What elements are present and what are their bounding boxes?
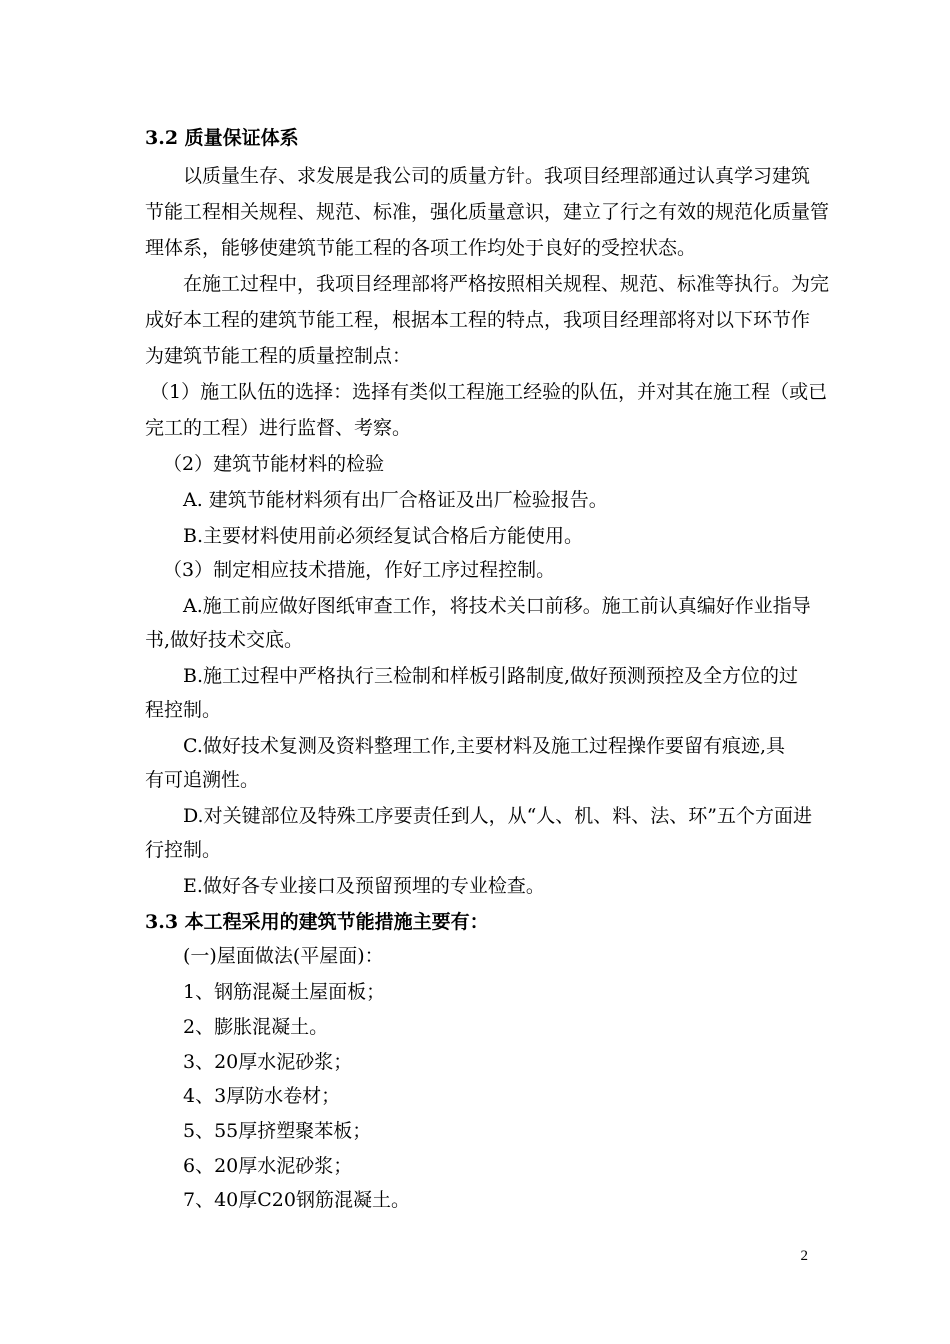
item-3c-line-2: 有可追溯性。 — [145, 769, 260, 791]
paragraph-2-line-1: 在施工过程中，我项目经理部将严格按照相关规程、规范、标准等执行。为完 — [183, 273, 830, 295]
roof-layer-item: 3、20厚水泥砂浆； — [183, 1051, 353, 1073]
item-3d-line-2: 行控制。 — [145, 839, 222, 861]
item-2a: A. 建筑节能材料须有出厂合格证及出厂检验报告。 — [183, 489, 608, 511]
section-3-3-heading: 3.3 本工程采用的建筑节能措施主要有： — [145, 911, 489, 933]
item-2: （2）建筑节能材料的检验 — [163, 453, 385, 475]
item-1-line-1: （1）施工队伍的选择：选择有类似工程施工经验的队伍，并对其在施工程（或已 — [150, 381, 828, 403]
paragraph-2-line-3: 为建筑节能工程的质量控制点： — [145, 345, 412, 367]
item-3b-line-1: B.施工过程中严格执行三检制和样板引路制度,做好预测预控及全方位的过 — [183, 665, 799, 687]
roof-layer-item: 6、20厚水泥砂浆； — [183, 1155, 353, 1177]
item-3a-line-1: A.施工前应做好图纸审查工作，将技术关口前移。施工前认真编好作业指导 — [183, 595, 811, 617]
roof-layer-item: 1、钢筋混凝土屋面板； — [183, 981, 386, 1003]
item-3c-line-1: C.做好技术复测及资料整理工作,主要材料及施工过程操作要留有痕迹,具 — [183, 735, 785, 757]
roof-layer-item: 4、3厚防水卷材； — [183, 1085, 341, 1107]
item-3a-line-2: 书,做好技术交底。 — [145, 629, 304, 651]
paragraph-2-line-2: 成好本工程的建筑节能工程，根据本工程的特点，我项目经理部将对以下环节作 — [145, 309, 811, 331]
item-3: （3）制定相应技术措施，作好工序过程控制。 — [163, 559, 556, 581]
item-1-line-2: 完工的工程）进行监督、考察。 — [145, 417, 412, 439]
section-3-2-heading: 3.2 质量保证体系 — [145, 127, 299, 149]
roof-method-subheading: (一)屋面做法(平屋面)： — [183, 945, 384, 967]
paragraph-1-line-1: 以质量生存、求发展是我公司的质量方针。我项目经理部通过认真学习建筑 — [183, 165, 811, 187]
paragraph-1-line-2: 节能工程相关规程、规范、标准，强化质量意识，建立了行之有效的规范化质量管 — [145, 201, 830, 223]
roof-layer-item: 5、55厚挤塑聚苯板； — [183, 1120, 372, 1142]
roof-layer-item: 7、40厚C20钢筋混凝土。 — [183, 1189, 410, 1211]
item-3b-line-2: 程控制。 — [145, 699, 222, 721]
paragraph-1-line-3: 理体系，能够使建筑节能工程的各项工作均处于良好的受控状态。 — [145, 237, 697, 259]
item-2b: B.主要材料使用前必须经复试合格后方能使用。 — [183, 525, 584, 547]
roof-layer-item: 2、膨胀混凝土。 — [183, 1016, 329, 1038]
page-number: 2 — [800, 1248, 808, 1264]
item-3e: E.做好各专业接口及预留预埋的专业检查。 — [183, 875, 545, 897]
item-3d-line-1: D.对关键部位及特殊工序要责任到人，从“人、机、料、法、环”五个方面进 — [183, 805, 813, 827]
